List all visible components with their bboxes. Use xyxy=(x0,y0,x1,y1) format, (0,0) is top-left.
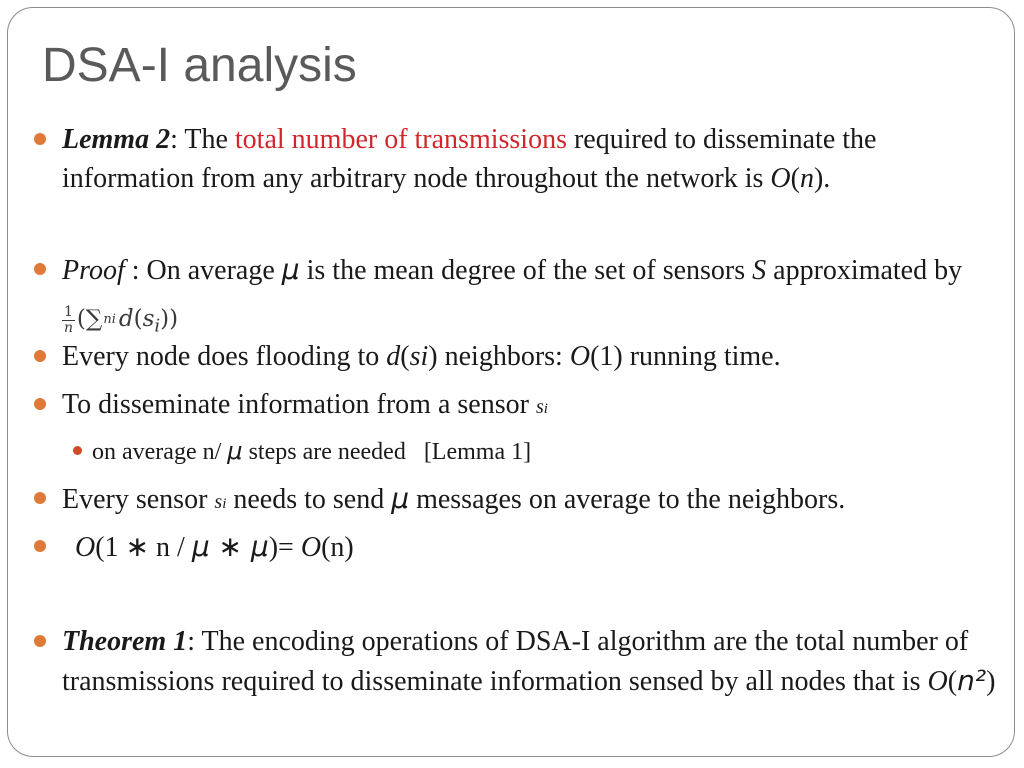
mu-symbol: μ xyxy=(250,530,269,563)
slide xyxy=(7,7,1015,757)
bullet-theorem-1: Theorem 1: The encoding operations of DSA-I algorithm are the total number of transmissions required to disseminate information sensed by all nodes that is O(n²) xyxy=(62,622,997,701)
bullet-lemma-2: Lemma 2: The total number of transmissions required to disseminate the information from any arbitrary node throughout the network is O(n). xyxy=(62,120,997,198)
sum-symbol: ∑ xyxy=(85,306,103,332)
highlight-text: total number of transmissions xyxy=(234,124,567,155)
lemma-label: Lemma 2 xyxy=(62,124,171,155)
mu-symbol: μ xyxy=(391,482,410,515)
bullet-dot-icon xyxy=(34,635,46,647)
bullet-dot-icon xyxy=(34,398,46,410)
bullet-dot-icon xyxy=(34,350,46,362)
mu-symbol: μ xyxy=(227,437,243,465)
sub-bullet-steps: on average n/ μ steps are needed [Lemma 1] xyxy=(92,435,1015,468)
bullet-complexity: O(1 ∗ n / μ ∗ μ)= O(n) xyxy=(62,527,997,567)
sub-bullet-dot-icon xyxy=(73,446,82,455)
bullet-proof: Proof : On average μ is the mean degree of the set of sensors S approximated by $\frac{1}{n}$ (∑ni $d(s_i)$) xyxy=(62,250,997,346)
mean-degree-formula: $\frac{1}{n}$ (∑ni $d(s_i)$) xyxy=(63,303,179,337)
mu-symbol: μ xyxy=(191,530,210,563)
bullet-dot-icon xyxy=(34,540,46,552)
bullet-flooding: Every node does flooding to d(si) neighbors: O(1) running time. xyxy=(62,337,997,376)
bullet-dot-icon xyxy=(34,263,46,275)
bullet-dot-icon xyxy=(34,133,46,145)
bullet-dot-icon xyxy=(34,492,46,504)
slide-title: DSA-I analysis xyxy=(42,39,357,92)
formula-fraction: $\frac{1}{n}$ xyxy=(63,303,73,336)
bullet-disseminate: To disseminate information from a sensor si xyxy=(62,385,997,429)
theorem-label: Theorem 1 xyxy=(62,626,188,657)
mu-symbol: μ xyxy=(281,253,300,286)
bullet-messages: Every sensor si needs to send μ messages on average to the neighbors. xyxy=(62,479,997,524)
proof-label: Proof xyxy=(62,255,125,286)
